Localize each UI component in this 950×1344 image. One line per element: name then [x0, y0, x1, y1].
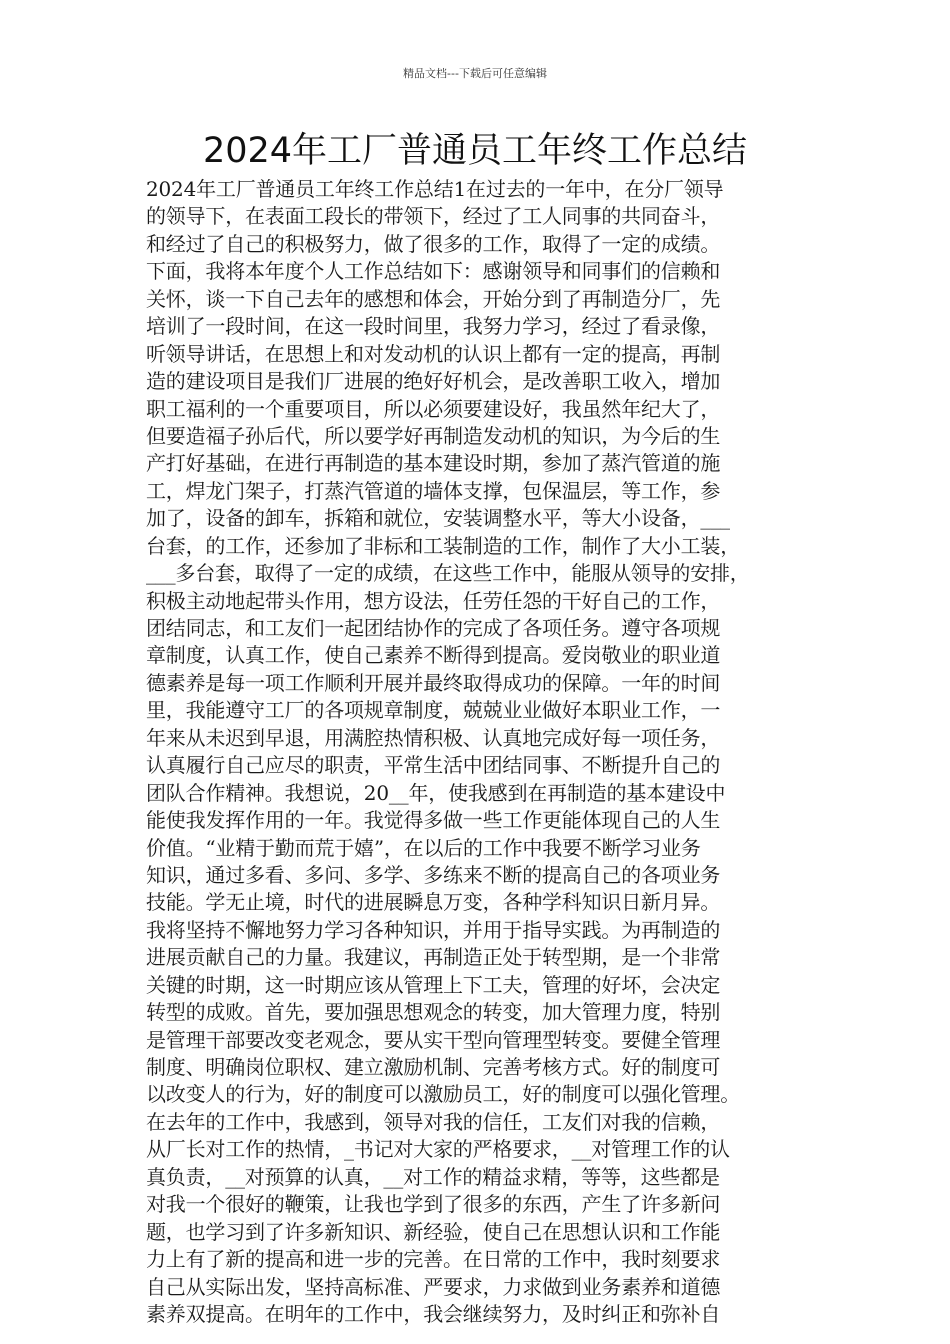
body-line: 造的建设项目是我们厂进展的绝好好机会，是改善职工收入，增加: [146, 369, 721, 394]
body-line: ___多台套，取得了一定的成绩，在这些工作中，能服从领导的安排，: [146, 561, 750, 586]
body-line: 力上有了新的提高和进一步的完善。在日常的工作中，我时刻要求: [146, 1247, 721, 1272]
body-line: 2024年工厂普通员工年终工作总结1在过去的一年中，在分厂领导: [146, 177, 724, 201]
body-line: 培训了一段时间，在这一段时间里，我努力学习，经过了看录像，: [146, 314, 721, 339]
body-line: 关键的时期，这一时期应该从管理上下工夫，管理的好坏，会决定: [146, 972, 721, 997]
body-line: 里，我能遵守工厂的各项规章制度，兢兢业业做好本职业工作，一: [146, 698, 721, 723]
body-line: 的领导下，在表面工段长的带领下，经过了工人同事的共同奋斗，: [146, 204, 721, 229]
body-line: 价值。“业精于勤而荒于嬉”，在以后的工作中我要不断学习业务: [146, 835, 701, 860]
body-line: 产打好基础，在进行再制造的基本建设时期，参加了蒸汽管道的施: [146, 451, 721, 476]
document-title: 2024年工厂普通员工年终工作总结: [202, 131, 748, 171]
body-line: 团队合作精神。我想说，20__年，使我感到在再制造的基本建设中: [146, 780, 726, 805]
body-line: 制度、明确岗位职权、建立激励机制、完善考核方式。好的制度可: [146, 1055, 721, 1079]
body-line: 素养双提高。在明年的工作中，我会继续努力，及时纠正和弥补自: [146, 1301, 721, 1326]
body-line: 和经过了自己的积极努力，做了很多的工作，取得了一定的成绩。: [146, 231, 721, 256]
body-line: 技能。学无止境，时代的进展瞬息万变，各种学科知识日新月异。: [146, 890, 721, 915]
body-line: 职工福利的一个重要项目，所以必须要建设好，我虽然年纪大了，: [146, 396, 721, 421]
body-line: 关怀，谈一下自己去年的感想和体会，开始分到了再制造分厂，先: [146, 286, 721, 311]
body-line: 以改变人的行为，好的制度可以激励员工，好的制度可以强化管理。: [146, 1082, 740, 1107]
body-line: 但要造福子孙后代，所以要学好再制造发动机的知识，为今后的生: [146, 423, 721, 448]
body-line: 章制度，认真工作，使自己素养不断得到提高。爱岗敬业的职业道: [146, 643, 721, 668]
body-line: 德素养是每一项工作顺利开展并最终取得成功的保障。一年的时间: [146, 670, 721, 695]
body-line: 年来从未迟到早退，用满腔热情积极、认真地完成好每一项任务，: [146, 725, 721, 750]
body-line: 知识，通过多看、多问、多学、多练来不断的提高自己的各项业务: [146, 862, 721, 887]
body-line: 是管理干部要改变老观念，要从实干型向管理型转变。要健全管理: [146, 1027, 721, 1052]
body-line: 在去年的工作中，我感到，领导对我的信任，工友们对我的信赖，: [146, 1109, 721, 1134]
body-line: 认真履行自己应尽的职责，平常生活中团结同事、不断提升自己的: [146, 753, 721, 778]
page-header: 精品文档---下载后可任意编辑: [403, 67, 547, 80]
body-line: 我将坚持不懈地努力学习各种知识，并用于指导实践。为再制造的: [146, 917, 721, 942]
body-line: 台套，的工作，还参加了非标和工装制造的工作，制作了大小工装，: [146, 533, 740, 558]
body-line: 下面，我将本年度个人工作总结如下：感谢领导和同事们的信赖和: [146, 259, 721, 284]
body-line: 转型的成败。首先，要加强思想观念的转变，加大管理力度，特别: [146, 1000, 721, 1025]
document-body: [146, 176, 826, 1328]
body-line: 积极主动地起带头作用，想方设法，任劳任怨的干好自己的工作，: [146, 588, 721, 613]
body-line: 能使我发挥作用的一年。我觉得多做一些工作更能体现自己的人生: [146, 808, 721, 833]
body-line: 题，也学习到了许多新知识、新经验，使自己在思想认识和工作能: [146, 1219, 721, 1244]
body-line: 自己从实际出发，坚持高标准、严要求，力求做到业务素养和道德: [146, 1274, 721, 1299]
body-line: 从厂长对工作的热情，_书记对大家的严格要求，__对管理工作的认: [146, 1137, 730, 1162]
body-line: 工，焊龙门架子，打蒸汽管道的墙体支撑，包保温层，等工作，参: [146, 478, 721, 503]
body-line: 听领导讲话，在思想上和对发动机的认识上都有一定的提高，再制: [146, 341, 721, 366]
body-line: 团结同志，和工友们一起团结协作的完成了各项任务。遵守各项规: [146, 616, 721, 640]
body-line: 对我一个很好的鞭策，让我也学到了很多的东西，产生了许多新问: [146, 1192, 721, 1217]
body-line: 进展贡献自己的力量。我建议，再制造正处于转型期，是一个非常: [146, 945, 721, 970]
body-line: 真负责，__对预算的认真，__对工作的精益求精，等等，这些都是: [146, 1164, 720, 1189]
body-line: 加了，设备的卸车，拆箱和就位，安装调整水平，等大小设备，___: [146, 506, 730, 531]
